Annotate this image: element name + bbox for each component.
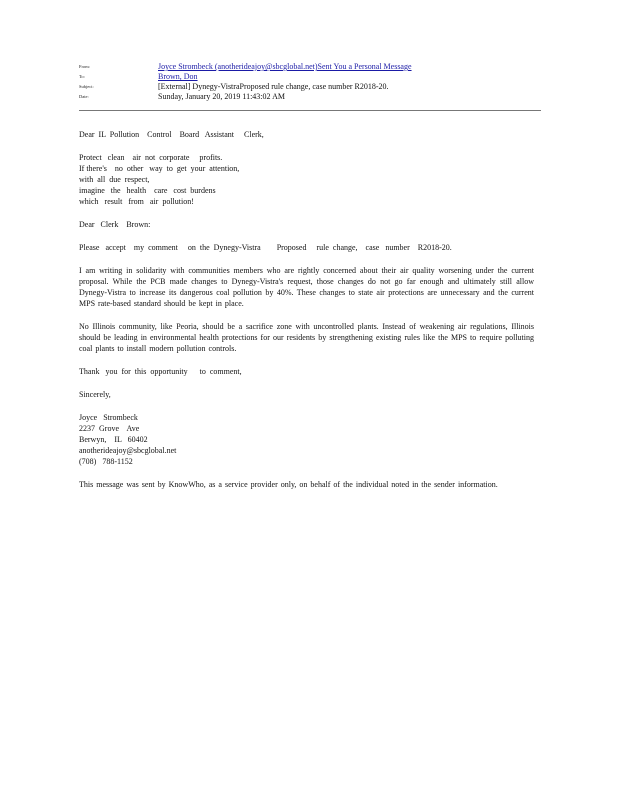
paragraph-accept: Please accept my comment on the Dynegy-Vistra Proposed rule change, case number R2018-20. [79, 243, 452, 252]
opening-line: which result from air pollution! [79, 197, 194, 206]
subject-value: [External] Dynegy-VistraProposed rule change, case number R2018-20. [158, 82, 389, 91]
salutation: Dear IL Pollution Control Board Assistant Clerk, [79, 130, 264, 139]
to-label: To: [79, 74, 85, 79]
date-row [79, 92, 539, 102]
header-divider [79, 110, 541, 111]
greeting-clerk: Dear Clerk Brown: [79, 220, 151, 229]
subject-row [79, 82, 539, 92]
signature-street: 2237 Grove Ave [79, 424, 140, 433]
date-value: Sunday, January 20, 2019 11:43:02 AM [158, 92, 285, 101]
opening-line: with all due respect, [79, 175, 150, 184]
signature-email: anotherideajoy@sbcglobal.net [79, 446, 177, 455]
signature-phone: (708) 788-1152 [79, 457, 133, 466]
opening-line: If there's no other way to get your attention, [79, 164, 240, 173]
from-row [79, 62, 539, 72]
signature-city: Berwyn, IL 60402 [79, 435, 148, 444]
signature-block [79, 412, 534, 467]
email-body [79, 129, 534, 502]
subject-label: Subject: [79, 84, 94, 89]
footer-note: This message was sent by KnowWho, as a service provider only, on behalf of the individual noted in the sender information. [79, 480, 498, 489]
email-header [79, 62, 539, 102]
opening-line: imagine the health care cost burdens [79, 186, 216, 195]
signature-name: Joyce Strombeck [79, 413, 138, 422]
paragraph-solidarity: I am writing in solidarity with communities members who are rightly concerned about their air quality worsening under the current proposal. While the PCB made changes to Dynegy-Vistra's request, those changes do not go far enough and ultimately still allow Dynegy-Vistra to increase its dangerous coal pollution by 40%. These changes to state air protections are unnecessary and the current MPS rate-based standard should be kept in place. [79, 266, 534, 308]
opening-line: Protect clean air not corporate profits. [79, 153, 223, 162]
from-link[interactable]: Joyce Strombeck (anotherideajoy@sbcglobal.net)Sent You a Personal Message [158, 62, 412, 71]
closing: Sincerely, [79, 390, 111, 399]
to-row [79, 72, 539, 82]
paragraph-illinois: No Illinois community, like Peoria, should be a sacrifice zone with uncontrolled plants. Instead of weakening air regulations, Illinois should be leading in environmental health protections for our residents by strengthening existing rules like the MPS to require polluting coal plants to install modern pollution controls. [79, 322, 534, 353]
to-link[interactable]: Brown, Don [158, 72, 198, 81]
thanks-line: Thank you for this opportunity to comment, [79, 367, 242, 376]
from-label: From: [79, 64, 91, 69]
opening-lines [79, 152, 534, 207]
date-label: Date: [79, 94, 89, 99]
